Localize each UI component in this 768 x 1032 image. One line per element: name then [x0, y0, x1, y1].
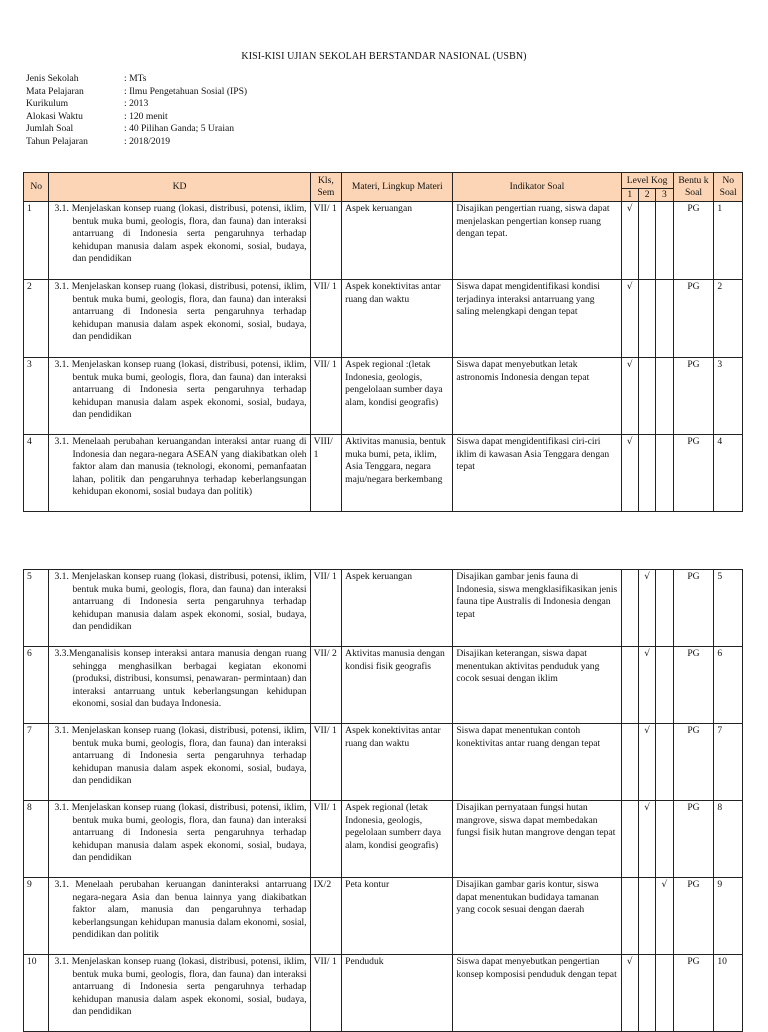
cell-level-1 [621, 435, 638, 512]
kd-text: 3.1. Menjelaskan konsep ruang (lokasi, distribusi, potensi, iklim, bentuk muka bumi, geologis, flora, dan fauna) dan interaksi antarruang di Indonesia serta pengaruhnya terhadap kehidupan manusia dalam aspek ekonomi, sosial, budaya, dan pendidikan [54, 725, 307, 787]
cell-bentuk: PG [673, 202, 714, 280]
table-row [24, 358, 743, 435]
header-materi: Materi, Lingkup Materi [342, 173, 453, 202]
cell-indikator: Siswa dapat menyebutkan letak astronomis Indonesia dengan tepat [453, 358, 621, 435]
cell-bentuk: PG [673, 801, 714, 878]
cell-no: 1 [24, 202, 49, 280]
kd-text: 3.1. Menelaah perubahan keruangan daninteraksi antarruang negara-negara Asia dan benua lainnya yang diakibatkan faktor alam, manusia dan pengaruhnya terhadap keberlangsungan kehidupan manusia dalam ekonomi, sosial, pendidikan dan politik [54, 879, 307, 941]
table-row [24, 878, 743, 955]
cell-level-3 [656, 280, 673, 358]
table-row [24, 280, 743, 358]
cell-level-3 [656, 801, 673, 878]
table-row [24, 570, 743, 647]
kd-text: 3.1. Menelaah perubahan keruangandan interaksi antar ruang di Indonesia dan negara-negara ASEAN yang diakibatkan oleh faktor alam dan manusia (teknologi, ekonomi, pemanfaatan lahan, politik dan pengaruhnya terhadap keberlangsungan kehidupan ekonomi, sosial budaya dan politik) [54, 436, 307, 498]
meta-row [26, 86, 247, 99]
meta-row [26, 123, 247, 136]
meta-row [26, 136, 247, 149]
cell-level-1 [621, 570, 638, 647]
meta-value: : 2018/2019 [124, 135, 171, 147]
cell-bentuk: PG [673, 647, 714, 724]
meta-value: : 120 menit [124, 110, 168, 122]
cell-indikator: Disajikan pengertian ruang, siswa dapat menjelaskan pengertian konsep ruang dengan tepat. [453, 202, 621, 280]
cell-kd [49, 435, 310, 512]
kd-text: 3.3.Menganalisis konsep interaksi antara manusia dengan ruang sehingga menghasilkan berbagai kegiatan ekonomi (produksi, distribusi, konsumsi, penawaran- permintaan) dan interaksi antarruang untuk keberlangsungan kehidupan ekonomi, sosial dan budaya Indonesia. [54, 648, 307, 710]
cell-no: 8 [24, 801, 49, 878]
table-header [24, 173, 743, 202]
cell-nosoal: 6 [714, 647, 743, 724]
cell-nosoal: 10 [714, 955, 743, 1032]
cell-level-3 [656, 878, 673, 955]
cell-indikator: Siswa dapat mengidentifikasi kondisi terjadinya interaksi antarruang yang saling melengkapi dengan tepat [453, 280, 621, 358]
cell-indikator: Siswa dapat menentukan contoh konektivitas antar ruang dengan tepat [453, 724, 621, 801]
cell-kd [49, 280, 310, 358]
table-body [24, 570, 743, 1032]
cell-kls: VII/ 1 [310, 955, 342, 1032]
table-row [24, 724, 743, 801]
cell-kls: VII/ 1 [310, 202, 342, 280]
cell-level-1 [621, 955, 638, 1032]
check-mark-icon: √ [644, 726, 650, 736]
cell-nosoal: 5 [714, 570, 743, 647]
meta-value: : 2013 [124, 98, 149, 109]
cell-materi: Aspek regional :(letak Indonesia, geologis, pengelolaan sumber daya alam, kondisi geografis) [342, 358, 453, 435]
cell-level-2 [638, 878, 655, 955]
meta-row [26, 73, 247, 86]
kd-text: 3.1. Menjelaskan konsep ruang (lokasi, distribusi, potensi, iklim, bentuk muka bumi, geologis, flora, dan fauna) dan interaksi antarruang di Indonesia serta pengaruhnya terhadap kehidupan manusia dalam aspek ekonomi, sosial, budaya, dan pendidikan [54, 281, 307, 343]
header-kd: KD [49, 173, 310, 202]
kd-text: 3.1. Menjelaskan konsep ruang (lokasi, distribusi, potensi, iklim, bentuk muka bumi, geologis, flora, dan fauna) dan interaksi antarruang di Indonesia serta pengaruhnya terhadap kehidupan manusia dalam aspek ekonomi, sosial, budaya, dan pendidikan [54, 956, 307, 1018]
cell-bentuk: PG [673, 878, 714, 955]
cell-no: 9 [24, 878, 49, 955]
cell-kd [49, 878, 310, 955]
cell-materi: Aspek konektivitas antar ruang dan waktu [342, 724, 453, 801]
header-indikator: Indikator Soal [453, 173, 621, 202]
kd-text: 3.1. Menjelaskan konsep ruang (lokasi, distribusi, potensi, iklim, bentuk muka bumi, geologis, flora, dan fauna) dan interaksi antarruang di Indonesia serta pengaruhnya terhadap kehidupan manusia dalam aspek ekonomi, sosial, budaya, dan pendidikan [54, 802, 307, 864]
meta-label: Tahun Pelajaran [26, 135, 88, 147]
cell-kls: VII/ 1 [310, 280, 342, 358]
cell-level-2 [638, 202, 655, 280]
meta-label: Kurikulum [26, 98, 69, 109]
cell-nosoal: 2 [714, 280, 743, 358]
cell-level-1 [621, 724, 638, 801]
cell-kls: VII/ 1 [310, 358, 342, 435]
cell-materi: Penduduk [342, 955, 453, 1032]
cell-bentuk: PG [673, 570, 714, 647]
cell-level-2 [638, 724, 655, 801]
check-mark-icon: √ [626, 360, 633, 370]
cell-nosoal: 1 [714, 202, 743, 280]
cell-no: 4 [24, 435, 49, 512]
meta-row [26, 98, 247, 111]
cell-level-2 [638, 435, 655, 512]
cell-indikator: Disajikan gambar jenis fauna di Indonesia, siswa mengklasifikasikan jenis fauna tipe Australis di Indonesia dengan tepat [453, 570, 621, 647]
cell-nosoal: 9 [714, 878, 743, 955]
cell-bentuk: PG [673, 435, 714, 512]
cell-level-2 [638, 570, 655, 647]
cell-indikator: Disajikan keterangan, siswa dapat menentukan aktivitas penduduk yang cocok sesuai dengan iklim [453, 647, 621, 724]
cell-kls: IX/2 [310, 878, 342, 955]
cell-materi: Aspek konektivitas antar ruang dan waktu [342, 280, 453, 358]
kd-text: 3.1. Menjelaskan konsep ruang (lokasi, distribusi, potensi, iklim, bentuk muka bumi, geologis, flora, dan fauna) dan interaksi antarruang di Indonesia serta pengaruhnya terhadap kehidupan manusia dalam aspek ekonomi, sosial, budaya, dan pendidikan [54, 571, 307, 633]
table-row [24, 647, 743, 724]
cell-kd [49, 647, 310, 724]
cell-level-1 [621, 878, 638, 955]
cell-kls: VII/ 1 [310, 801, 342, 878]
kd-text: 3.1. Menjelaskan konsep ruang (lokasi, distribusi, potensi, iklim, bentuk muka bumi, geologis, flora, dan fauna) dan interaksi antarruang di Indonesia serta pengaruhnya terhadap kehidupan manusia dalam aspek ekonomi, sosial, budaya, dan pendidikan [54, 359, 307, 421]
check-mark-icon: √ [661, 880, 668, 890]
cell-level-3 [656, 724, 673, 801]
header-bentuk: Bentu k Soal [673, 173, 714, 202]
cell-level-3 [656, 955, 673, 1032]
check-mark-icon: √ [626, 437, 633, 447]
cell-kd [49, 202, 310, 280]
table-body [24, 202, 743, 512]
cell-level-2 [638, 955, 655, 1032]
cell-materi: Aktivitas manusia dengan kondisi fisik geografis [342, 647, 453, 724]
header-level-3: 3 [656, 189, 673, 202]
cell-level-1 [621, 801, 638, 878]
cell-bentuk: PG [673, 955, 714, 1032]
document-title: KISI-KISI UJIAN SEKOLAH BERSTANDAR NASIONAL (USBN) [241, 51, 527, 62]
cell-level-1 [621, 280, 638, 358]
meta-row [26, 111, 247, 124]
kd-text: 3.1. Menjelaskan konsep ruang (lokasi, distribusi, potensi, iklim, bentuk muka bumi, geologis, flora, dan fauna) dan interaksi antarruang di Indonesia serta pengaruhnya terhadap kehidupan manusia dalam aspek ekonomi, sosial, budaya, dan pendidikan [54, 203, 307, 265]
cell-materi: Aspek keruangan [342, 202, 453, 280]
table-row [24, 202, 743, 280]
meta-label: Mata Pelajaran [26, 85, 84, 97]
cell-kd [49, 724, 310, 801]
header-level: Level Kog [621, 173, 673, 189]
cell-materi: Aspek keruangan [342, 570, 453, 647]
cell-nosoal: 7 [714, 724, 743, 801]
cell-kls: VII/ 1 [310, 570, 342, 647]
kisi-kisi-table-2 [23, 569, 743, 1032]
meta-label: Jumlah Soal [26, 123, 74, 134]
cell-level-2 [638, 280, 655, 358]
cell-no: 10 [24, 955, 49, 1032]
header-level-1: 1 [621, 189, 638, 202]
cell-materi: Aspek regional (letak Indonesia, geologis, pegelolaan sumberr daya alam, kondisi geografis) [342, 801, 453, 878]
cell-materi: Aktivitas manusia, bentuk muka bumi, peta, iklim, Asia Tenggara, negara maju/negara berkembang [342, 435, 453, 512]
header-nosoal: No Soal [714, 173, 743, 202]
cell-bentuk: PG [673, 358, 714, 435]
check-mark-icon: √ [626, 204, 633, 214]
cell-indikator: Disajikan pernyataan fungsi hutan mangrove, siswa dapat membedakan fungsi fisik hutan mangrove dengan tepat [453, 801, 621, 878]
cell-level-3 [656, 647, 673, 724]
cell-level-1 [621, 647, 638, 724]
cell-no: 7 [24, 724, 49, 801]
cell-kd [49, 801, 310, 878]
cell-level-2 [638, 358, 655, 435]
check-mark-icon: √ [644, 572, 650, 582]
cell-level-1 [621, 202, 638, 280]
cell-indikator: Disajikan gambar garis kontur, siswa dapat menentukan budidaya tamanan yang cocok sesuai dengan daerah [453, 878, 621, 955]
kisi-kisi-table-1 [23, 172, 743, 512]
cell-bentuk: PG [673, 280, 714, 358]
cell-nosoal: 3 [714, 358, 743, 435]
cell-kd [49, 570, 310, 647]
cell-level-2 [638, 647, 655, 724]
cell-materi: Peta kontur [342, 878, 453, 955]
document-meta [26, 73, 247, 148]
cell-kd [49, 358, 310, 435]
table-row [24, 435, 743, 512]
table-row [24, 955, 743, 1032]
cell-no: 6 [24, 647, 49, 724]
header-kls: Kls, Sem [310, 173, 342, 202]
cell-level-3 [656, 570, 673, 647]
meta-value: : MTs [124, 73, 147, 84]
cell-level-3 [656, 358, 673, 435]
header-level-2: 2 [638, 189, 655, 202]
cell-kls: VII/ 1 [310, 724, 342, 801]
cell-no: 3 [24, 358, 49, 435]
cell-kls: VII/ 2 [310, 647, 342, 724]
cell-indikator: Siswa dapat menyebutkan pengertian konsep komposisi penduduk dengan tepat [453, 955, 621, 1032]
cell-indikator: Siswa dapat mengidentifikasi ciri-ciri iklim di kawasan Asia Tenggara dengan tepat [453, 435, 621, 512]
meta-label: Alokasi Waktu [26, 110, 83, 122]
cell-no: 5 [24, 570, 49, 647]
meta-value: : Ilmu Pengetahuan Sosial (IPS) [124, 85, 248, 97]
check-mark-icon: √ [644, 649, 650, 659]
check-mark-icon: √ [626, 957, 633, 967]
cell-no: 2 [24, 280, 49, 358]
cell-level-3 [656, 435, 673, 512]
cell-nosoal: 4 [714, 435, 743, 512]
cell-level-1 [621, 358, 638, 435]
cell-level-3 [656, 202, 673, 280]
cell-kls: VIII/ 1 [310, 435, 342, 512]
cell-kd [49, 955, 310, 1032]
meta-value: : 40 Pilihan Ganda; 5 Uraian [124, 123, 235, 134]
check-mark-icon: √ [644, 803, 650, 813]
header-no: No [24, 173, 49, 202]
cell-bentuk: PG [673, 724, 714, 801]
cell-nosoal: 8 [714, 801, 743, 878]
meta-label: Jenis Sekolah [26, 73, 79, 84]
cell-level-2 [638, 801, 655, 878]
check-mark-icon: √ [626, 282, 633, 292]
table-row [24, 801, 743, 878]
